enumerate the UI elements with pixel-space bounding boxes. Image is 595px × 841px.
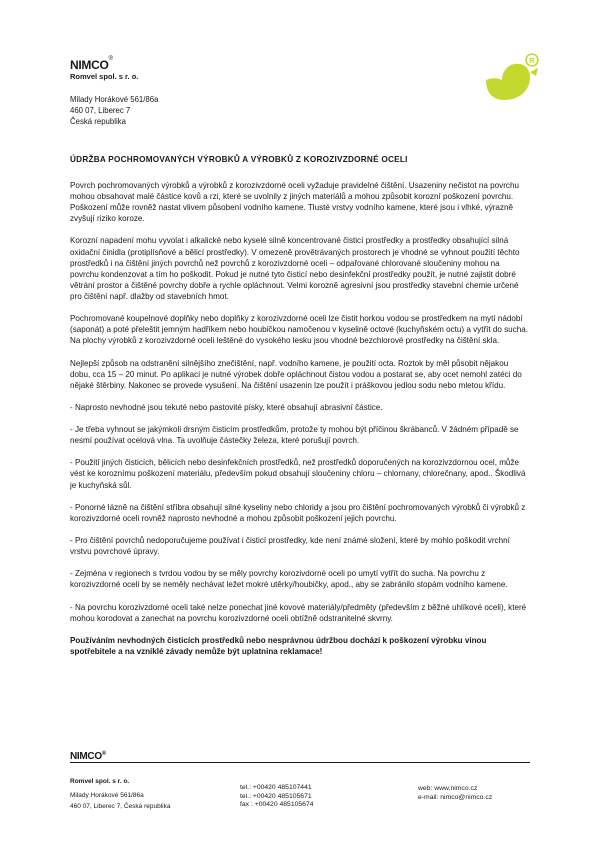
footer-logo-registered-mark: ® (101, 751, 106, 757)
company-name: Romvel spol. s r. o. (70, 72, 139, 81)
paragraph: Korozní napadení mohu vyvolat i alkalické nebo kyselé silně koncentrované čisticí prostředky a prostředky obsahující silná oxidační činidla (protiplísňové a bělicí prostředky). V omezeně provětrávaných prostorech je vhodné se vyhnout použití těchto prostředků i na čištění jiných povrchů než povrchů z korozivzdorné oceli – odpařované chlorované sloučeniny mohou na povrchu kondenzovat a tím ho poškodit. Pokud je nutné tyto čisticí nebo desinfekční prostředky použít, je nutné zajistit dobré větrání prostor a čištěné povrchy dobře a rychle opláchnout. Velmi korozně agresivní jsou prostředky stavební chemie určené pro čištění např. dlažby od stavebních hmot. (70, 236, 520, 301)
paragraph: - Zejména v regionech s tvrdou vodou by se měly povrchy korozivdorné oceli po umytí vytřít do sucha. Na povrchu z korozivzdorné oceli by se neměly nechávat ležet mokré utěrky/houbičky, apod., aby se zabránilo stopám vodního kamene. (70, 569, 508, 590)
footer-web-contact (418, 784, 492, 802)
paragraph: - Použití jiných čisticích, bělicích nebo desinfekčních prostředků, než prostředků doporučených na korozivzdornou ocel, může vést ke koroznímu poškození materiálu, především pokud obsahují sloučeniny chloru – chlornany, chlorečnany, apod.. Škodlivá je kuchyňská sůl. (70, 458, 526, 490)
document-title: ÚDRŽBA POCHROMOVANÝCH VÝROBKŮ A VÝROBKŮ Z KOROZIVZDORNÉ OCELI (70, 155, 408, 164)
footer-phones (240, 784, 314, 810)
document-body (70, 180, 530, 668)
address-line: Česká republika (70, 117, 126, 127)
footer-company-name: Romvel spol. s r. o. (70, 778, 130, 785)
address-line: Milady Horákové 561/86a (70, 95, 159, 104)
paragraph: Pochromované koupelnové doplňky nebo doplňky z korozivzdorné oceli lze čistit horkou vodou se prostředkem na mytí nádobí (saponát) a poté přeleštit jemným hadříkem nebo houbičkou namočenou v kyselině octové (kuchyňském octu) a vytřít do sucha. Na plochy výrobků z korozivzdorné oceli leštěné do vysokého lesku jsou vhodné bezchlorové prostředky na čištění skla. (70, 314, 528, 346)
company-address (70, 94, 158, 128)
footer-phone: tel.: +00420 485107441 (240, 784, 312, 791)
address-line: 460 07, Liberec 7 (70, 106, 131, 116)
svg-text:R: R (529, 55, 535, 65)
footer-address (70, 790, 170, 812)
footer-divider (70, 762, 530, 763)
paragraph: - Na povrchu korozivzdorné oceli také nelze ponechat jiné kovové materiály/předměty (především z běžné uhlíkové oceli), které mohou korodovat a zanechat na povrchu korozivzdorné oceli obtížně odstranitelné skvrny. (70, 602, 527, 623)
footer-phone: tel.: +00420 485105671 (240, 792, 312, 800)
paragraph: - Naprosto nevhodné jsou tekuté nebo pastovité písky, které obsahují abrasivní částice. (70, 402, 383, 412)
paragraph: Povrch pochromovaných výrobků a výrobků z korozivzdorné oceli vyžaduje pravidelné čištění. Usazeniny nečistot na povrchu mohou obsahovat malé částice kovů a rzi, které se uvolnily z jiných materiálů a mohou způsobit korozní poškození povrchu. Poškození může rovněž nastat vlivem působení vodního kamene. Tlusté vrstvy vodního kamene, které jsou i vlhké, výrazně zvyšují riziko koroze. (70, 181, 519, 224)
logo-text: NIMCO (70, 58, 109, 72)
footer-address-line: 460 07, Liberec 7, Česká republika (70, 803, 171, 810)
footer-fax: fax : +00420 485105674 (240, 801, 314, 808)
footer-logo-text: NIMCO (70, 751, 102, 762)
brand-bird-icon (480, 50, 542, 104)
footer-web-link[interactable]: web: www.nimco.cz (418, 785, 478, 792)
warning-paragraph: Používáním nevhodných čisticích prostředků nebo nesprávnou údržbou dochází k poškození výrobku vinou spotřebitele a na vzniklé závady nemůže být uplatnina reklamace! (70, 635, 487, 656)
paragraph: - Je třeba vyhnout se jakýmkoli drsným čisticím prostředkům, protože ty mohou být příčinou škrábanců. V žádném případě se nesmí používat ocelová vlna. Ta uvolňuje částečky železa, které porušují povrch. (70, 425, 519, 446)
footer-address-line: Milady Horákové 561/86a (70, 792, 144, 799)
footer-email-link[interactable]: e-mail: nimco@nimco.cz (418, 794, 493, 801)
footer-logo (70, 751, 109, 762)
paragraph: Nejlepší způsob na odstranění silnějšího znečištění, např. vodního kamene, je použití octa. Roztok by měl působit nějakou dobu, cca 15 – 20 minut. Po aplikaci je nutné výrobek dobře opláchnout čistou vodou a postarat se, aby ocet nemohl zatéci do nějaké štěrbiny. Nakonec se provede vysušení. Na čištění usazenin lze použít i práškovou jedlou sodu nebo mletou křídu. (70, 358, 522, 390)
paragraph: - Ponorné lázně na čištění stříbra obsahují silné kyseliny nebo chloridy a jsou pro čištění pochromovaných výrobků či výrobků z korozivzdorné oceli rovněž naprosto nevhodné a mohou způsobit poškození jejich povrchu. (70, 502, 526, 523)
paragraph: - Pro čištění povrchů nedoporučujeme používat i čisticí prostředky, kde není známé složení, které by mohlo poškodit vrchní vrstvu povrchové úpravy. (70, 536, 510, 557)
logo-registered-mark: ® (108, 56, 113, 62)
